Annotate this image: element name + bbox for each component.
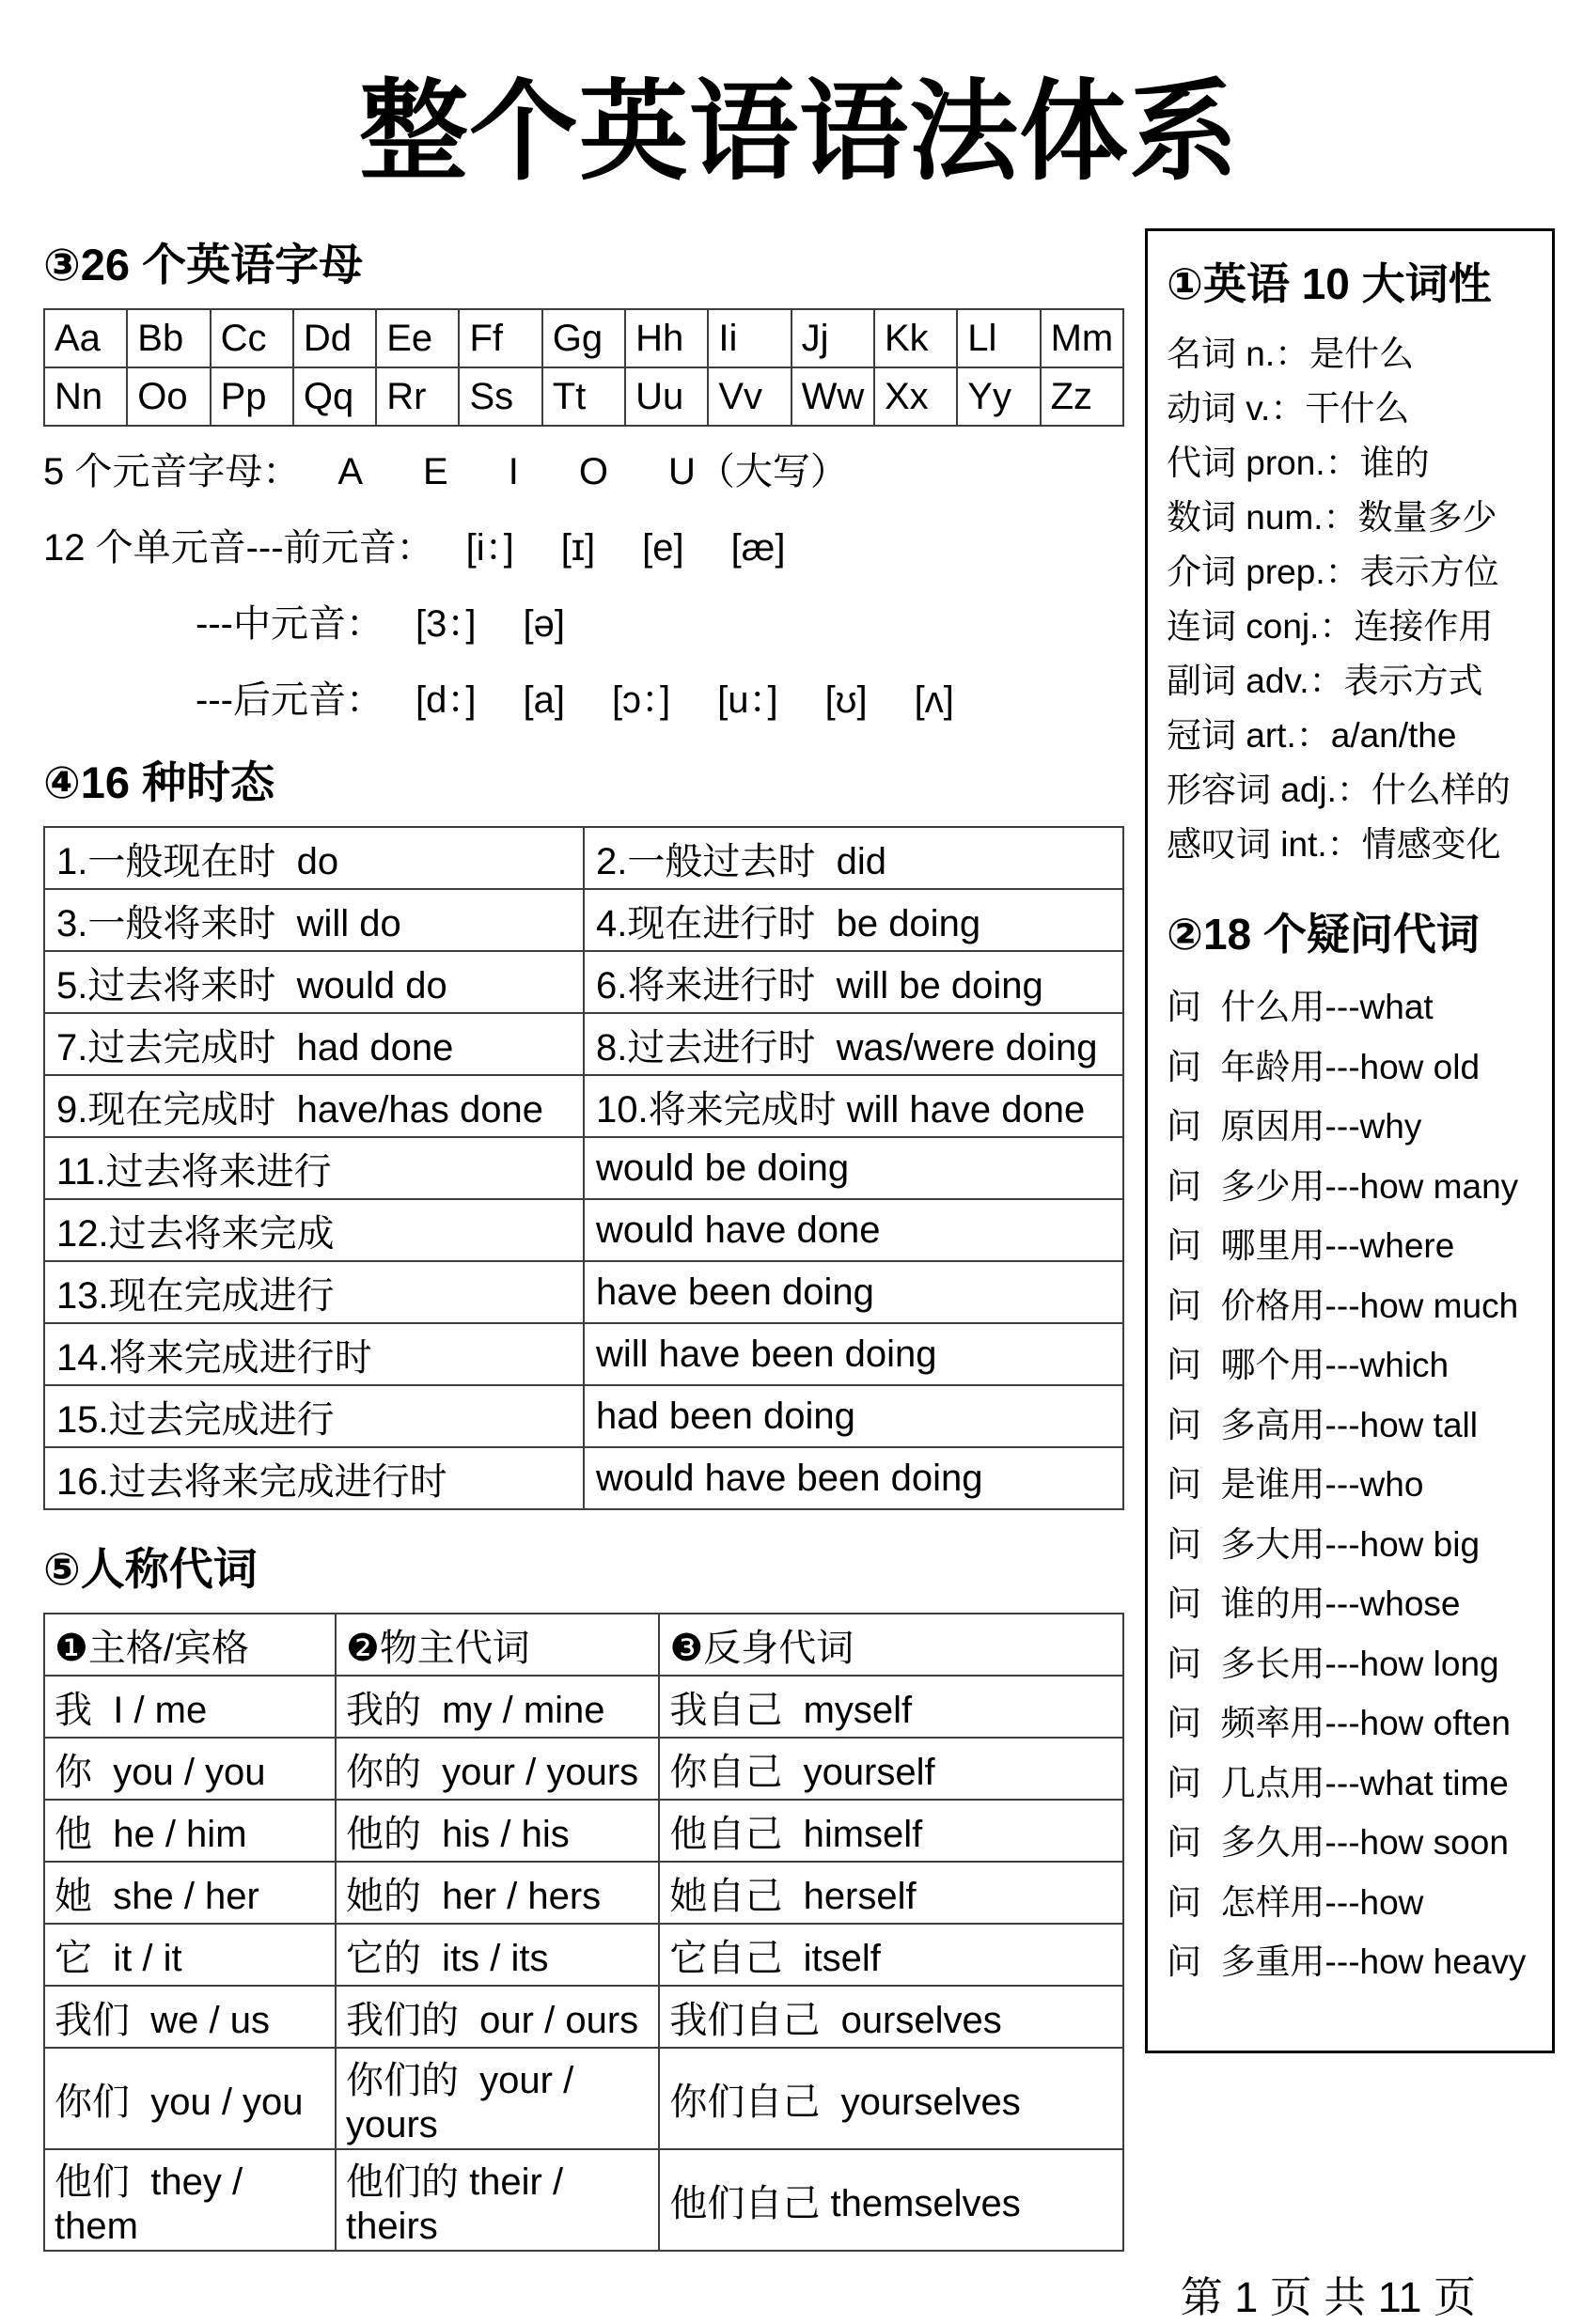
list-item: 问 原因用---why [1167,1107,1422,1146]
alphabet-cell: Ll [957,309,1040,367]
vowel-letter: E [423,451,448,492]
tense-cell: would have been doing [584,1447,1123,1509]
list-item: 问 几点用---what time [1167,1763,1509,1802]
list-item: 问 是谁用---who [1167,1465,1424,1504]
table-row [44,1738,1123,1800]
list-item: 形容词 adj.：什么样的 [1167,771,1511,809]
phonetic-symbol: [i：] [465,527,514,569]
section-heading-letters: ③26 个英语字母 [43,240,364,289]
table-row [44,889,1123,951]
content-columns [43,228,1555,2252]
list-item: 问 年龄用---how old [1167,1047,1481,1086]
tense-cell: 1.一般现在时 do [44,827,584,889]
pronoun-table [43,1613,1124,2252]
pronoun-cell: 它的 its / its [336,1924,659,1986]
table-row [44,367,1123,426]
list-item: 问 怎样用---how [1167,1882,1424,1922]
alphabet-cell: Ss [459,367,541,426]
alphabet-cell: Ff [459,309,541,367]
table-row [44,1199,1123,1261]
pronoun-cell: 她自己 herself [659,1862,1123,1924]
pronoun-cell: 你们的 your / yours [336,2048,659,2149]
table-row [44,1447,1123,1509]
alphabet-cell: Xx [874,367,957,426]
interrogatives-list [1167,977,1537,1992]
pronoun-cell: 你们 you / you [44,2048,336,2149]
tense-cell: 15.过去完成进行 [44,1385,584,1447]
tense-cell: will have been doing [584,1323,1123,1385]
table-row [44,1137,1123,1199]
tense-cell: 14.将来完成进行时 [44,1323,584,1385]
tense-cell: 4.现在进行时 be doing [584,889,1123,951]
phonetic-symbol: [ʌ] [914,679,954,721]
list-item: 问 多久用---how soon [1167,1823,1509,1862]
tense-cell: would be doing [584,1137,1123,1199]
table-row [44,2149,1123,2251]
alphabet-cell: Ii [708,309,791,367]
mid-vowels-line [43,594,1124,647]
pronoun-cell: 你自己 yourself [659,1738,1123,1800]
vowel-letter: U [667,451,696,492]
table-row [44,1986,1123,2048]
pronoun-cell: 他们 they / them [44,2149,336,2251]
tense-cell: 8.过去进行时 was/were doing [584,1013,1123,1075]
phonetic-symbol: [ə] [523,603,565,645]
pronoun-cell: 他 he / him [44,1800,336,1862]
pronoun-cell: 它 it / it [44,1924,336,1986]
tense-cell: 16.过去将来完成进行时 [44,1447,584,1509]
pronoun-cell: 他们的 their / theirs [336,2149,659,2251]
tense-cell: 3.一般将来时 will do [44,889,584,951]
phonetic-symbol: [ɪ] [560,527,596,569]
list-item: 名词 n.：是什么 [1167,335,1415,373]
alphabet-cell: Cc [211,309,293,367]
alphabet-cell: Zz [1041,367,1123,426]
alphabet-cell: Aa [44,309,127,367]
phonetic-symbol: [a] [523,679,565,721]
vowel-letters-line [43,442,1124,495]
table-row [44,951,1123,1013]
alphabet-cell: Nn [44,367,127,426]
pronoun-cell: 我 I / me [44,1676,336,1738]
page-title: 整个英语语法体系 [359,70,1239,193]
pronoun-cell: 你们自己 yourselves [659,2048,1123,2149]
table-row [44,1800,1123,1862]
alphabet-cell: Pp [211,367,293,426]
section-heading-pronouns: ⑤人称代词 [43,1544,258,1594]
tense-cell: 6.将来进行时 will be doing [584,951,1123,1013]
tense-cell: 13.现在完成进行 [44,1261,584,1323]
list-item: 问 价格用---how much [1167,1286,1519,1325]
pronoun-cell: 它自己 itself [659,1924,1123,1986]
pronoun-cell: 她的 her / hers [336,1862,659,1924]
table-row [44,1323,1123,1385]
tense-table [43,826,1124,1510]
pronoun-cell: 他们自己 themselves [659,2149,1123,2251]
list-item: 感叹词 int.：情感变化 [1167,825,1501,864]
back-vowels-line [43,670,1124,724]
list-item: 问 多少用---how many [1167,1166,1519,1206]
alphabet-cell: Bb [127,309,210,367]
table-row [44,309,1123,367]
mid-vowels-label: ---中元音： [196,603,384,645]
page-number: 第 1 页 共 11 页 [1180,2273,1476,2321]
sidebar-panel [1145,228,1555,2053]
alphabet-table [43,308,1124,427]
pronoun-header-cell: ❷物主代词 [336,1614,659,1676]
alphabet-cell: Tt [542,367,625,426]
pronoun-cell: 他的 his / his [336,1800,659,1862]
pronoun-header-cell: ❸反身代词 [659,1614,1123,1676]
alphabet-cell: Uu [625,367,708,426]
list-item: 问 谁的用---whose [1167,1584,1461,1623]
list-item: 问 多高用---how tall [1167,1405,1478,1444]
list-item: 问 什么用---what [1167,988,1434,1026]
phonetic-symbol: [ʊ] [824,679,868,721]
table-row [44,1013,1123,1075]
table-row [44,1075,1123,1137]
pronoun-cell: 我们自己 ourselves [659,1986,1123,2048]
tense-cell: 12.过去将来完成 [44,1199,584,1261]
list-item: 问 哪个用---which [1167,1346,1450,1384]
list-item: 问 哪里用---where [1167,1226,1455,1265]
list-item: 介词 prep.：表示方位 [1167,553,1499,591]
alphabet-cell: Jj [792,309,874,367]
alphabet-cell: Mm [1041,309,1123,367]
vowel-letter: O [578,451,608,492]
front-vowels-line [43,518,1124,571]
table-row [44,1676,1123,1738]
pronoun-cell: 你 you / you [44,1738,336,1800]
tense-cell: had been doing [584,1385,1123,1447]
alphabet-cell: Kk [874,309,957,367]
list-item: 问 多大用---how big [1167,1524,1481,1564]
table-header-row [44,1614,1123,1676]
pronoun-cell: 我们 we / us [44,1986,336,2048]
alphabet-cell: Ee [376,309,459,367]
pronoun-header-cell: ❶主格/宾格 [44,1614,336,1676]
list-item: 问 频率用---how often [1167,1704,1511,1742]
alphabet-cell: Yy [957,367,1040,426]
pronoun-cell: 你的 your / yours [336,1738,659,1800]
pronoun-cell: 她 she / her [44,1862,336,1924]
vowel-letters-suffix: （大写） [697,451,848,492]
tense-cell: 7.过去完成时 had done [44,1013,584,1075]
pronoun-cell: 他自己 himself [659,1800,1123,1862]
list-item: 冠词 art.：a/an/the [1167,716,1457,755]
vowel-letters-label: 5 个元音字母： [43,451,301,492]
table-row [44,2048,1123,2149]
pronoun-cell: 我自己 myself [659,1676,1123,1738]
sidebar-heading-parts-of-speech: ①英语 10 大词性 [1167,259,1492,308]
front-vowels-label: 12 个单元音---前元音： [43,527,434,569]
tense-cell: 5.过去将来时 would do [44,951,584,1013]
pronoun-cell: 我的 my / mine [336,1676,659,1738]
parts-of-speech-list [1167,327,1537,872]
table-row [44,1261,1123,1323]
phonetic-symbol: [d：] [415,679,477,721]
list-item: 动词 v.：干什么 [1167,389,1410,428]
tense-cell: have been doing [584,1261,1123,1323]
list-item: 副词 adv.：表示方式 [1167,662,1483,700]
alphabet-cell: Hh [625,309,708,367]
list-item: 连词 conj.：连接作用 [1167,607,1494,646]
main-column [43,228,1124,2252]
alphabet-cell: Qq [293,367,376,426]
alphabet-cell: Dd [293,309,376,367]
table-row [44,1385,1123,1447]
phonetic-symbol: [3：] [415,603,477,645]
alphabet-cell: Rr [376,367,459,426]
list-item: 问 多长用---how long [1167,1644,1499,1683]
alphabet-cell: Oo [127,367,210,426]
pronoun-cell: 我们的 our / ours [336,1986,659,2048]
section-heading-tenses: ④16 种时态 [43,757,275,807]
alphabet-cell: Gg [542,309,625,367]
phonetic-symbol: [u：] [717,679,778,721]
phonetic-symbol: [ɔ：] [611,679,671,721]
phonetic-symbol: [e] [642,527,684,569]
tense-cell: 9.现在完成时 have/has done [44,1075,584,1137]
phonetics-block [43,442,1124,724]
table-row [44,1862,1123,1924]
tense-cell: 11.过去将来进行 [44,1137,584,1199]
vowel-letter: I [508,451,519,492]
back-vowels-label: ---后元音： [196,679,384,721]
tense-cell: 2.一般过去时 did [584,827,1123,889]
phonetic-symbol: [æ] [730,527,786,569]
tense-cell: 10.将来完成时 will have done [584,1075,1123,1137]
table-row [44,827,1123,889]
sidebar-heading-interrogatives: ②18 个疑问代词 [1167,910,1480,959]
list-item: 代词 pron.：谁的 [1167,444,1430,482]
alphabet-cell: Ww [792,367,874,426]
vowel-letter: A [337,451,364,492]
tense-cell: would have done [584,1199,1123,1261]
alphabet-cell: Vv [708,367,791,426]
list-item: 问 多重用---how heavy [1167,1942,1527,1981]
list-item: 数词 num.：数量多少 [1167,498,1497,537]
table-row [44,1924,1123,1986]
